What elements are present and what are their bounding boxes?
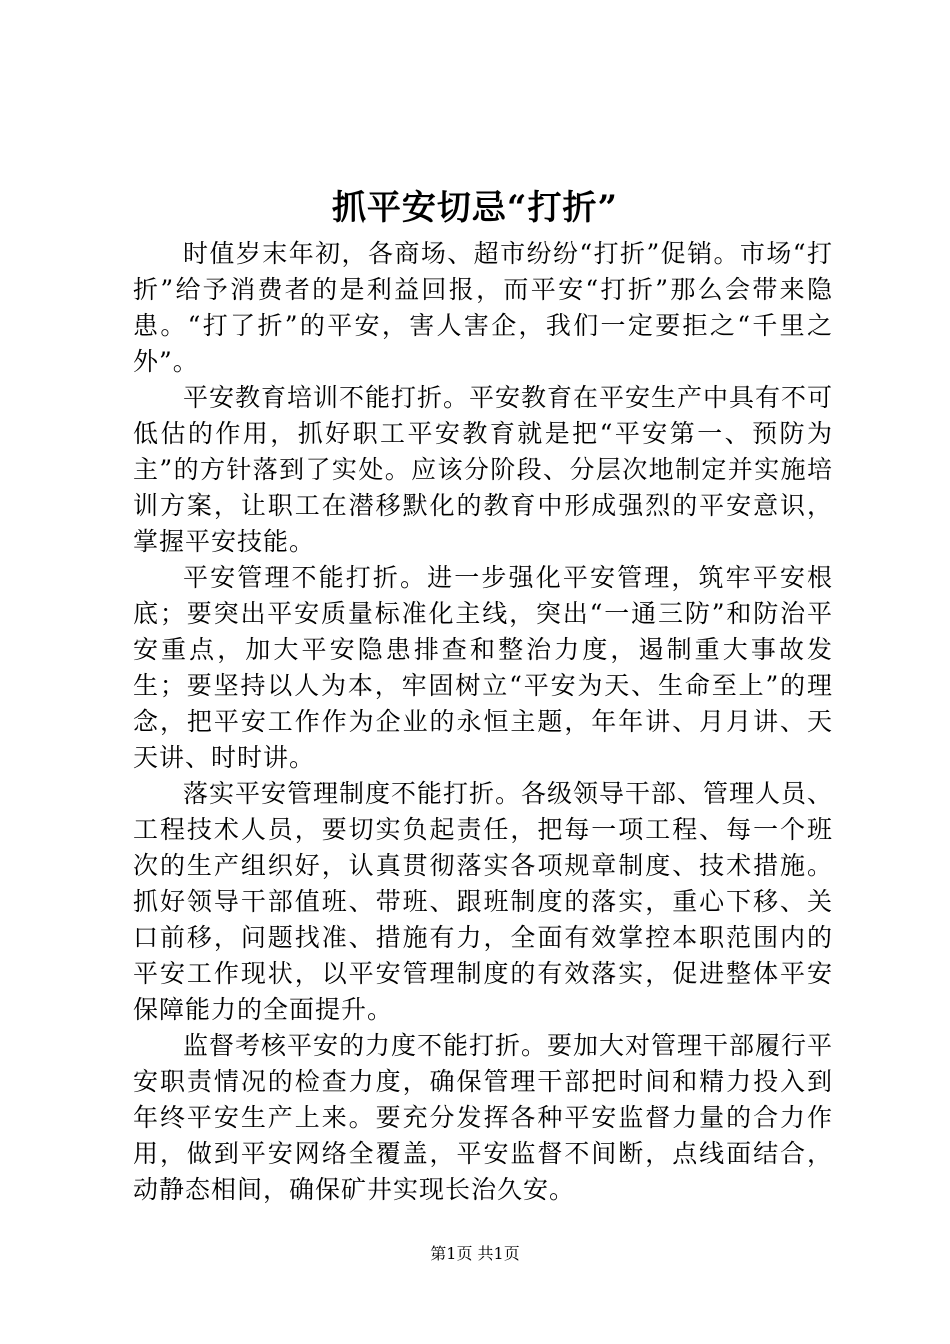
paragraph-education: 平安教育培训不能打折。平安教育在平安生产中具有不可低估的作用，抓好职工平安教育就是把“平安第一、预防为主”的方针落到了实处。应该分阶段、分层次地制定并实施培训方案，让职工在潜移默化的教育中形成强烈的平安意识，掌握平安技能。 bbox=[133, 383, 834, 556]
paragraph-management: 平安管理不能打折。进一步强化平安管理，筑牢平安根底；要突出平安质量标准化主线，突出“一通三防”和防治平安重点，加大平安隐患排查和整治力度，遏制重大事故发生；要坚持以人为本，牢固树立“平安为天、生命至上”的理念，把平安工作作为企业的永恒主题，年年讲、月月讲、天天讲、时时讲。 bbox=[133, 563, 833, 772]
document-title: 抓平安切忌“打折” bbox=[331, 188, 619, 228]
document-body bbox=[133, 236, 833, 1208]
paragraph-intro: 时值岁末年初，各商场、超市纷纷“打折”促销。市场“打折”给予消费者的是利益回报，而平安“打折”那么会带来隐患。“打了折”的平安，害人害企，我们一定要拒之“千里之外”。 bbox=[133, 239, 833, 376]
page-number-footer: 第1页 共1页 bbox=[430, 1244, 520, 1263]
paragraph-supervision: 监督考核平安的力度不能打折。要加大对管理干部履行平安职责情况的检查力度，确保管理干部把时间和精力投入到年终平安生产上来。要充分发挥各种平安监督力量的合力作用，做到平安网络全覆盖，平安监督不间断，点线面结合，动静态相间，确保矿井实现长治久安。 bbox=[133, 1031, 834, 1204]
paragraph-regulations: 落实平安管理制度不能打折。各级领导干部、管理人员、工程技术人员，要切实负起责任，把每一项工程、每一个班次的生产组织好，认真贯彻落实各项规章制度、技术措施。抓好领导干部值班、带班、跟班制度的落实，重心下移、关口前移，问题找准、措施有力，全面有效掌控本职范围内的平安工作现状，以平安管理制度的有效落实，促进整体平安保障能力的全面提升。 bbox=[133, 779, 834, 1024]
